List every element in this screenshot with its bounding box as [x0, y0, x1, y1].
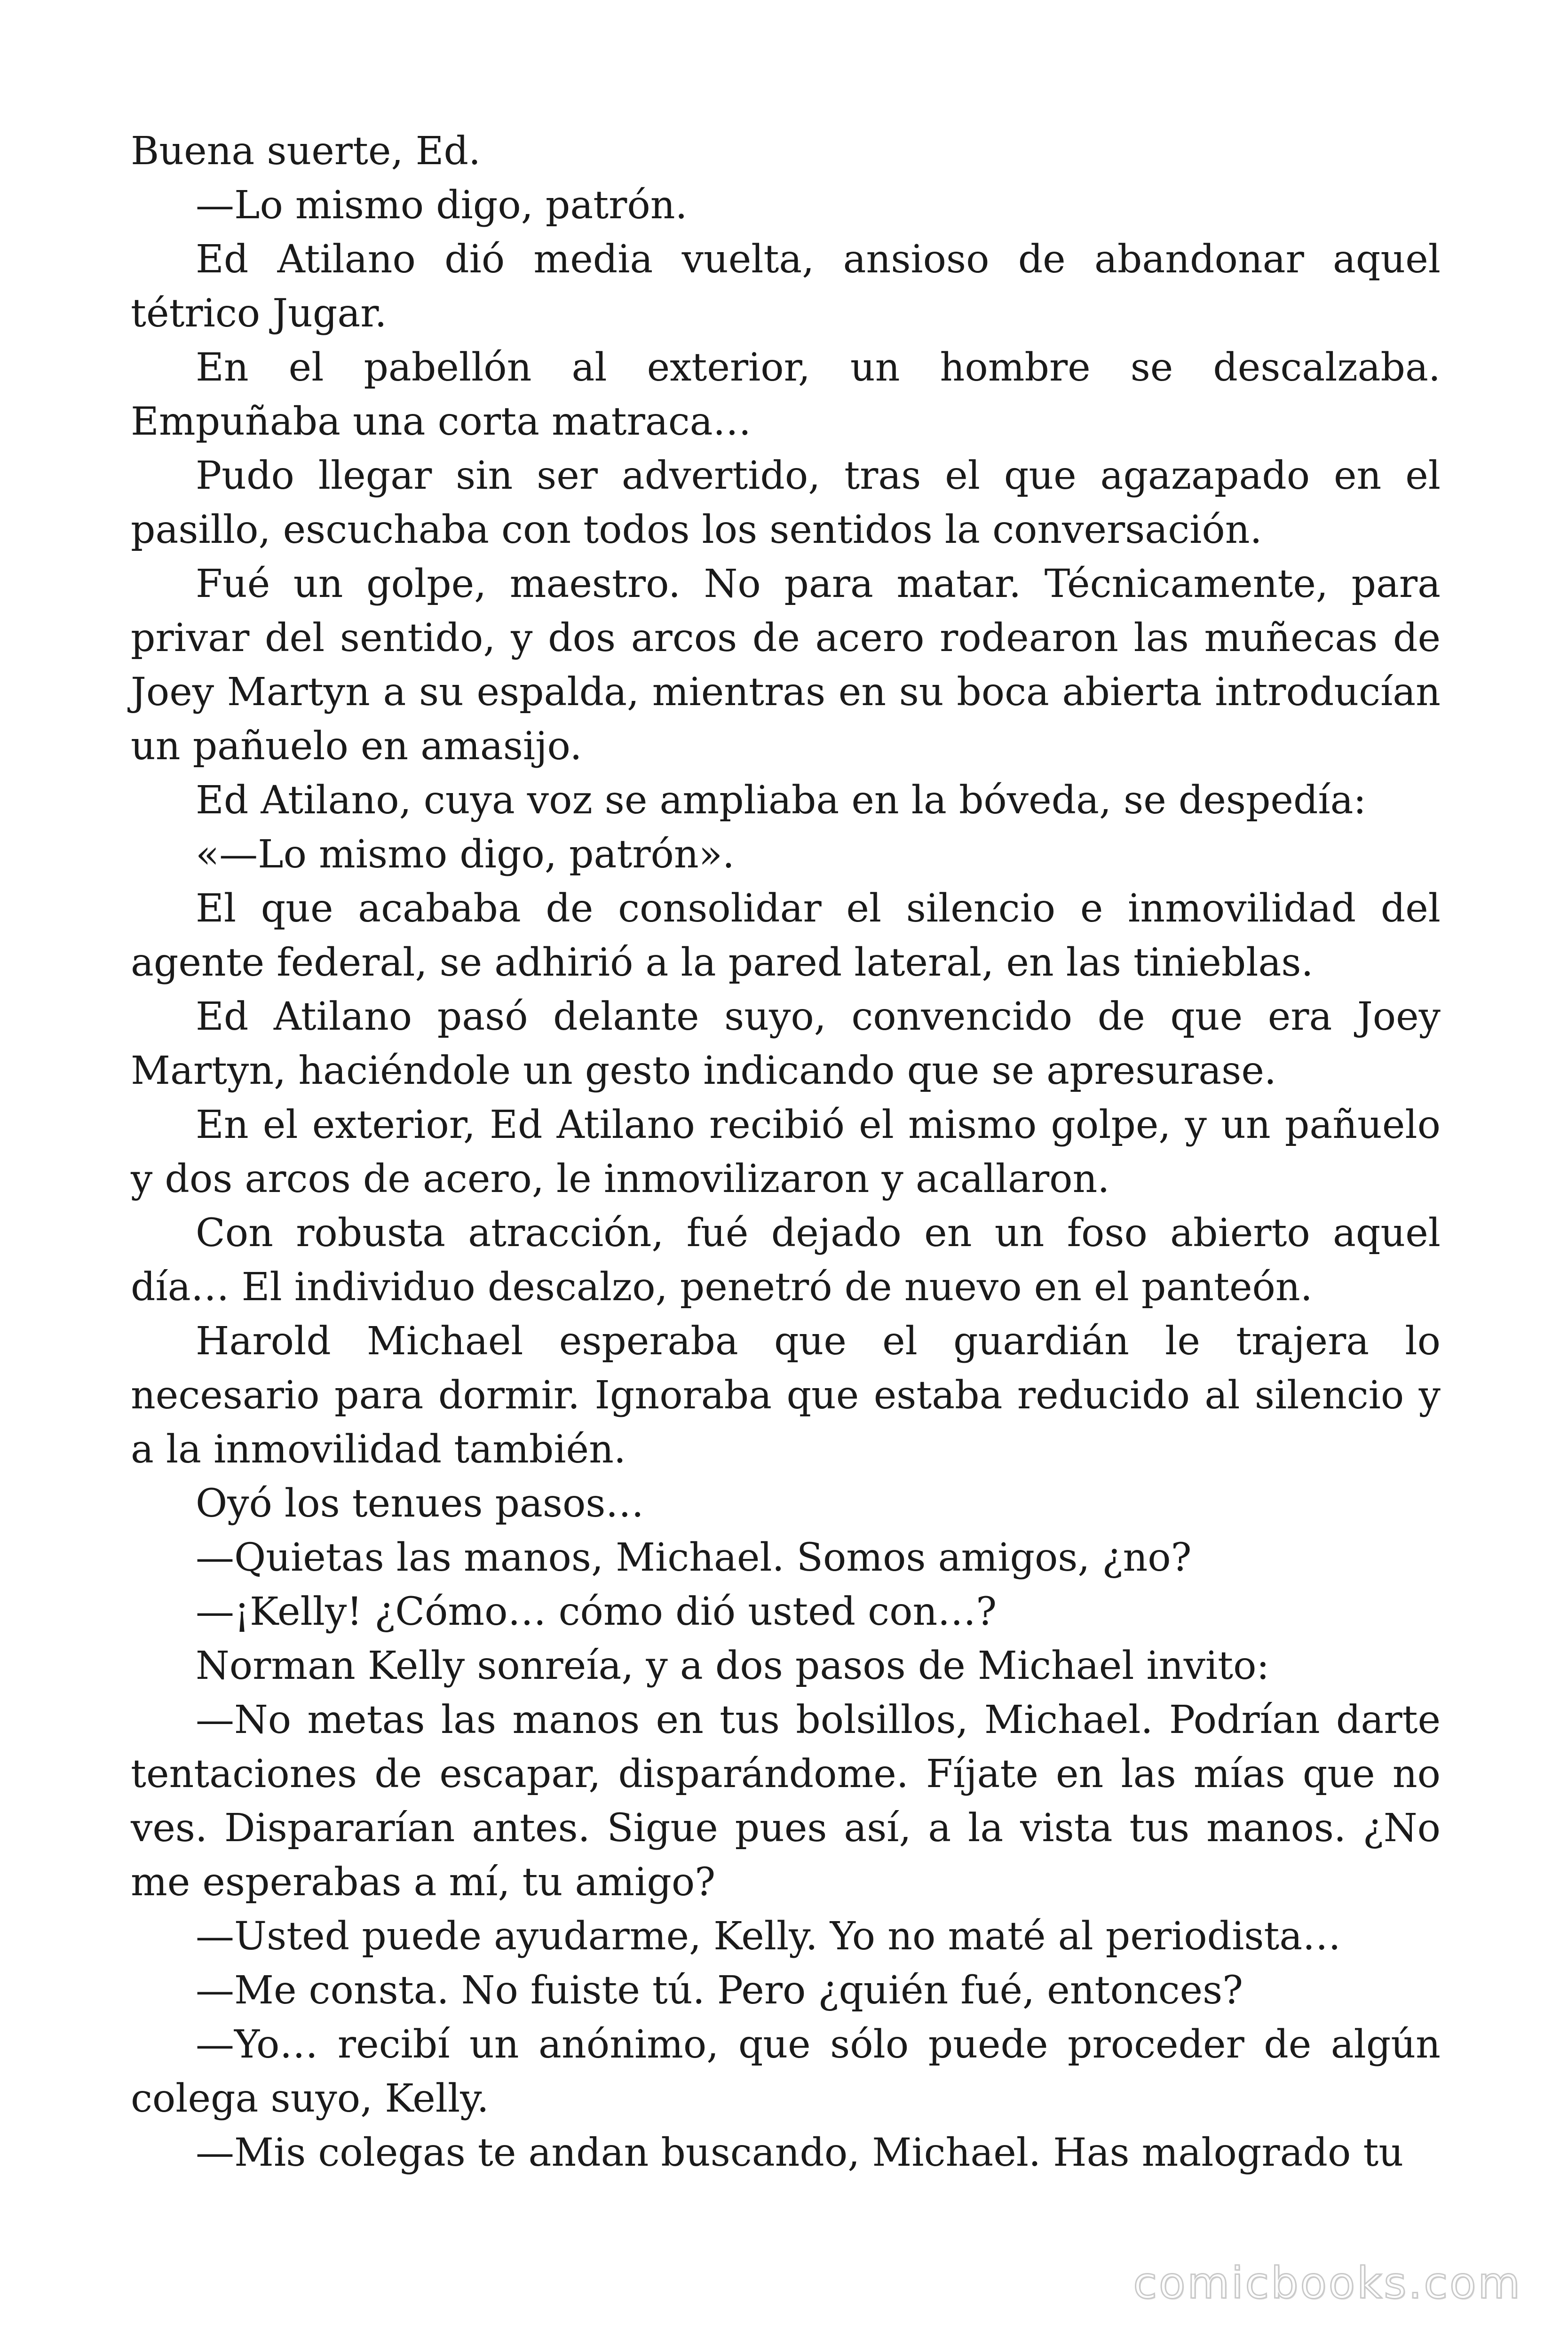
paragraph: Ed Atilano pasó delante suyo, convencido de que era Joey Martyn, haciéndole un gesto indicando que se apresurase.: [131, 994, 1441, 1093]
paragraph: Fué un golpe, maestro. No para matar. Técnicamente, para privar del sentido, y dos arcos de acero rodearon las muñecas de Joey Martyn a su espalda, mientras en su boca abierta introducían un pañuelo en amasijo.: [131, 562, 1441, 769]
body-text: [131, 124, 1441, 2180]
paragraph: Oyó los tenues pasos…: [196, 1481, 644, 1526]
paragraph: —Yo… recibí un anónimo, que sólo puede proceder de algún colega suyo, Kelly.: [131, 2022, 1441, 2121]
paragraph: —Usted puede ayudarme, Kelly. Yo no maté al periodista…: [196, 1914, 1341, 1959]
paragraph: —Quietas las manos, Michael. Somos amigos, ¿no?: [196, 1535, 1192, 1580]
paragraph: Norman Kelly sonreía, y a dos pasos de Michael invito:: [196, 1644, 1270, 1688]
paragraph: Ed Atilano, cuya voz se ampliaba en la bóveda, se despedía:: [196, 778, 1367, 823]
paragraph: El que acababa de consolidar el silencio e inmovilidad del agente federal, se adhirió a la pared lateral, en las tinieblas.: [131, 886, 1441, 985]
paragraph: «—Lo mismo digo, patrón».: [196, 832, 735, 877]
paragraph: En el pabellón al exterior, un hombre se descalzaba. Empuñaba una corta matraca…: [131, 345, 1441, 444]
paragraph: —¡Kelly! ¿Cómo… cómo dió usted con…?: [196, 1589, 997, 1634]
paragraph: Pudo llegar sin ser advertido, tras el que agazapado en el pasillo, escuchaba con todos los sentidos la conversación.: [131, 453, 1441, 552]
watermark-logo: comicbooks.com: [1133, 2258, 1522, 2308]
paragraph: —No metas las manos en tus bolsillos, Michael. Podrían darte tentaciones de escapar, disparándome. Fíjate en las mías que no ves. Dispararían antes. Sigue pues así, a la vista tus manos. ¿No me esperabas a mí, tu amigo?: [131, 1698, 1441, 1905]
paragraph: —Me consta. No fuiste tú. Pero ¿quién fué, entonces?: [196, 1968, 1243, 2013]
paragraph: Ed Atilano dió media vuelta, ansioso de abandonar aquel tétrico Jugar.: [131, 237, 1441, 336]
paragraph: Harold Michael esperaba que el guardián le trajera lo necesario para dormir. Ignoraba que estaba reducido al silencio y a la inmovilidad también.: [131, 1319, 1441, 1472]
paragraph: —Lo mismo digo, patrón.: [196, 183, 688, 228]
paragraph: —Mis colegas te andan buscando, Michael. Has malogrado tu: [196, 2130, 1404, 2175]
paragraph: Con robusta atracción, fué dejado en un foso abierto aquel día… El individuo descalzo, penetró de nuevo en el panteón.: [131, 1211, 1441, 1310]
paragraph: En el exterior, Ed Atilano recibió el mismo golpe, y un pañuelo y dos arcos de acero, le inmovilizaron y acallaron.: [131, 1103, 1441, 1201]
paragraph: Buena suerte, Ed.: [131, 129, 481, 174]
